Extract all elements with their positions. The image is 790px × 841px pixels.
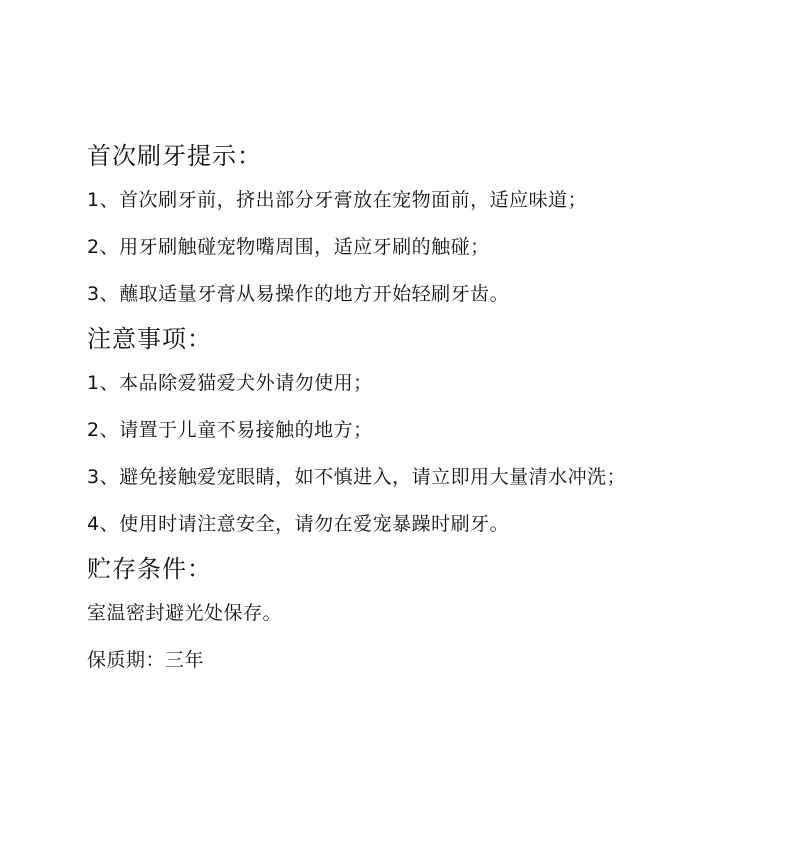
- precaution-2: 2、请置于儿童不易接触的地方；: [87, 419, 373, 441]
- precaution-3: 3、避免接触爱宠眼睛，如不慎进入，请立即用大量清水冲洗；: [87, 466, 627, 488]
- precaution-1: 1、本品除爱猫爱犬外请勿使用；: [87, 372, 373, 394]
- first-brushing-tip-2: 2、用牙刷触碰宠物嘴周围，适应牙刷的触碰；: [87, 236, 490, 258]
- precautions-heading: 注意事项：: [87, 325, 212, 353]
- storage-conditions-text: 室温密封避光处保存。: [87, 602, 283, 624]
- shelf-life-text: 保质期：三年: [87, 649, 205, 671]
- first-brushing-tip-1: 1、首次刷牙前，挤出部分牙膏放在宠物面前，适应味道；: [87, 189, 588, 211]
- precaution-4: 4、使用时请注意安全，请勿在爱宠暴躁时刷牙。: [87, 513, 510, 535]
- instructions-document: [87, 139, 767, 674]
- first-brushing-tip-3: 3、蘸取适量牙膏从易操作的地方开始轻刷牙齿。: [87, 283, 510, 305]
- storage-conditions-heading: 贮存条件：: [87, 555, 212, 583]
- first-brushing-tips-heading: 首次刷牙提示：: [87, 142, 262, 170]
